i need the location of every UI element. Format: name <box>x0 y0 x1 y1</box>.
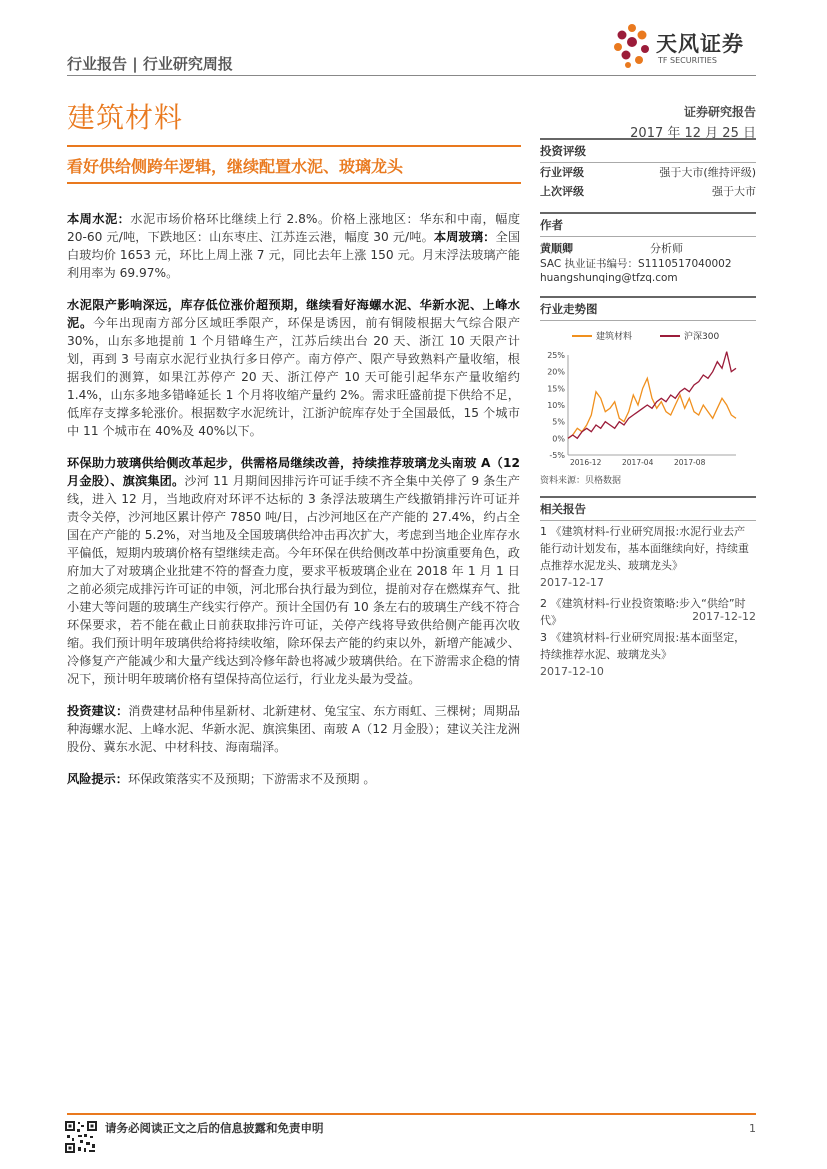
rating-value: 强于大市 <box>712 185 756 198</box>
rating-value: 强于大市(维持评级) <box>659 166 756 179</box>
headline-top-rule <box>67 145 521 147</box>
related-report[interactable] <box>540 629 756 680</box>
rating-label: 行业评级 <box>540 166 584 179</box>
paragraph-investment <box>67 702 520 756</box>
report-date: 2017 年 12 月 25 日 <box>630 126 756 141</box>
lead-glass-thesis: 环保助力玻璃供给侧改革起步，供需格局继续改善，持续推荐玻璃龙头南玻 A（12 月金股）、旗滨集团。 <box>67 456 520 488</box>
rating-label: 上次评级 <box>540 185 584 198</box>
y-tick-label: 20% <box>547 367 565 377</box>
text-glass: 全国白玻均价 1653 元，环比上周上涨 7 元，同比去年上涨 150 元。月末浮法玻璃产能利用率为 69.97%。 <box>67 230 521 280</box>
rating-title: 投资评级 <box>540 138 756 163</box>
lead-risk: 风险提示： <box>67 772 128 786</box>
logo-flower-icon <box>612 22 652 68</box>
logo <box>612 22 762 70</box>
related-report-date: 2017-12-10 <box>540 665 604 678</box>
header-divider <box>67 75 756 76</box>
trend-panel <box>540 296 756 486</box>
x-tick-label: 2016-12 <box>570 458 602 467</box>
author-panel <box>540 212 756 285</box>
y-tick-label: 25% <box>547 351 565 360</box>
y-tick-label: -5% <box>549 451 565 460</box>
text-investment: 消费建材品种伟星新材、北新建材、兔宝宝、东方雨虹、三棵树；周期品种海螺水泥、上峰水泥、华新水泥、旗滨集团、南玻 A（12 月金股）；建议关注龙洲股份、冀东水泥、中材科技、海南瑞泽。 <box>67 704 521 754</box>
main-body <box>67 210 520 802</box>
paragraph-weekly-summary <box>67 210 520 282</box>
series-line-hs300 <box>568 352 736 439</box>
trend-chart <box>540 325 756 473</box>
rating-row-industry <box>540 163 756 182</box>
logo-subtext: TF SECURITIES <box>658 56 717 65</box>
headline: 看好供给侧跨年逻辑，继续配置水泥、玻璃龙头 <box>67 157 404 176</box>
author-cert: SAC 执业证书编号：S1110517040002 <box>540 258 732 270</box>
breadcrumb: 行业报告 | 行业研究周报 <box>67 55 233 73</box>
headline-bottom-rule <box>67 182 521 184</box>
text-glass-thesis: 沙河 11 月期间因排污许可证手续不齐全集中关停了 9 条生产线，进入 12 月，当地政府对环评不达标的 3 条浮法玻璃生产线撤销排污许可证并责令关停，沙河地区累计停产 7850 吨/日，占沙河地区在产产能的 27.4%，约占全国在产产能的 5.2%，对当地及全国玻璃供给冲击再次扩大，考虑到当地企业库存水平偏低，短期内玻璃价格有望继续走高。今年环保在供给侧改革中扮演重要角色，政府加大了对玻璃企业批建不符的督查力度，要求平板玻璃企业在 2018 年 1 月 1 日之前必须完成排污许可证的申领，河北邢台执行最为到位，提前对存在燃煤弃气、批小建大等问题的玻璃生产线实行停产。预计全国仍有 10 条左右的玻璃生产线不符合环保要求，若不能在截止日前获取排污许可证，关停产线将导致供给侧产能再次收缩。我们预计明年玻璃供给将持续收缩，除环保去产能的约束以外，新增产能减少、冷修复产产能减少和大量产线达到冷修年龄也将减少玻璃供给。在下游需求企稳的情况下，预计明年玻璃价格有望保持高位运行，行业龙头最为受益。 <box>67 474 520 686</box>
y-tick-label: 10% <box>547 401 565 410</box>
legend-label: 建筑材料 <box>596 332 633 342</box>
logo-text: 天风证券 <box>656 32 744 56</box>
related-title: 相关报告 <box>540 496 756 521</box>
related-report-title: 1 《建筑材料-行业研究周报:水泥行业去产能行动计划发布，基本面继续向好，持续重点推荐水泥龙头、玻璃龙头》 <box>540 525 749 572</box>
trend-title: 行业走势图 <box>540 296 756 321</box>
lead-cement-thesis: 水泥限产影响深远，库存低位涨价超预期，继续看好海螺水泥、华新水泥、上峰水泥。 <box>67 298 520 330</box>
rating-row-previous <box>540 182 756 201</box>
related-panel <box>540 496 756 684</box>
related-report-date: 2017-12-17 <box>540 576 604 589</box>
text-cement-thesis: 今年出现南方部分区域旺季限产，环保是诱因，前有铜陵根据大气综合限产 30%，山东多地提前 1 个月错峰生产，江苏后续出台 20 天、浙江 10 天限产计划，再到 3 号南京水泥行业执行多日停产。南方停产、限产导致熟料产量收缩，根据我们的测算，如果江苏停产 20 天、浙江停产 10 天可能引起华东产量收缩约 1.4%，山东多地多错峰延长 1 个月将收缩产量约 2%。需求旺盛前提下供给不足，低库存支撑多轮涨价。根据数字水泥统计，江浙沪皖库存处于全国最低，15 个城市中 11 个城市在 40%及 40%以下。 <box>67 316 521 438</box>
qr-code-icon <box>64 1120 98 1154</box>
author-role: 分析师 <box>650 242 683 255</box>
related-report[interactable] <box>540 523 756 591</box>
report-type: 证券研究报告 <box>683 105 756 119</box>
related-report-date: 2017-12-12 <box>692 610 756 623</box>
author-title: 作者 <box>540 212 756 237</box>
lead-investment: 投资建议： <box>67 704 129 718</box>
paragraph-cement <box>67 296 520 440</box>
lead-cement: 本周水泥： <box>67 212 131 226</box>
page-number: 1 <box>749 1122 756 1135</box>
disclaimer: 请务必阅读正文之后的信息披露和免责申明 <box>105 1121 324 1135</box>
x-tick-label: 2017-08 <box>674 458 706 467</box>
legend-label: 沪深300 <box>684 332 720 342</box>
author-name: 黄顺卿 <box>540 242 573 255</box>
paragraph-glass <box>67 454 520 688</box>
y-tick-label: 5% <box>552 417 565 427</box>
related-report-title: 3 《建筑材料-行业研究周报:基本面坚定，持续推荐水泥、玻璃龙头》 <box>540 631 746 661</box>
footer-rule <box>67 1113 756 1115</box>
text-cement: 水泥市场价格环比继续上行 2.8%。价格上涨地区：华东和中南，幅度 20-60 元/吨，下跌地区：山东枣庄、江苏连云港，幅度 30 元/吨。 <box>67 212 521 244</box>
related-report-title: 2 《建筑材料-行业投资策略:步入“供给”时代》 <box>540 597 746 627</box>
sector-title: 建筑材料 <box>67 101 184 134</box>
rating-panel <box>540 138 756 201</box>
lead-glass: 本周玻璃： <box>433 230 496 244</box>
y-tick-label: 15% <box>547 384 565 394</box>
author-email[interactable]: huangshunqing@tfzq.com <box>540 272 678 284</box>
paragraph-risk <box>67 770 520 788</box>
y-tick-label: 0% <box>552 434 565 444</box>
text-risk: 环保政策落实不及预期；下游需求不及预期 。 <box>127 772 376 786</box>
x-tick-label: 2017-04 <box>622 458 654 467</box>
chart-source: 资料来源：贝格数据 <box>540 476 622 486</box>
